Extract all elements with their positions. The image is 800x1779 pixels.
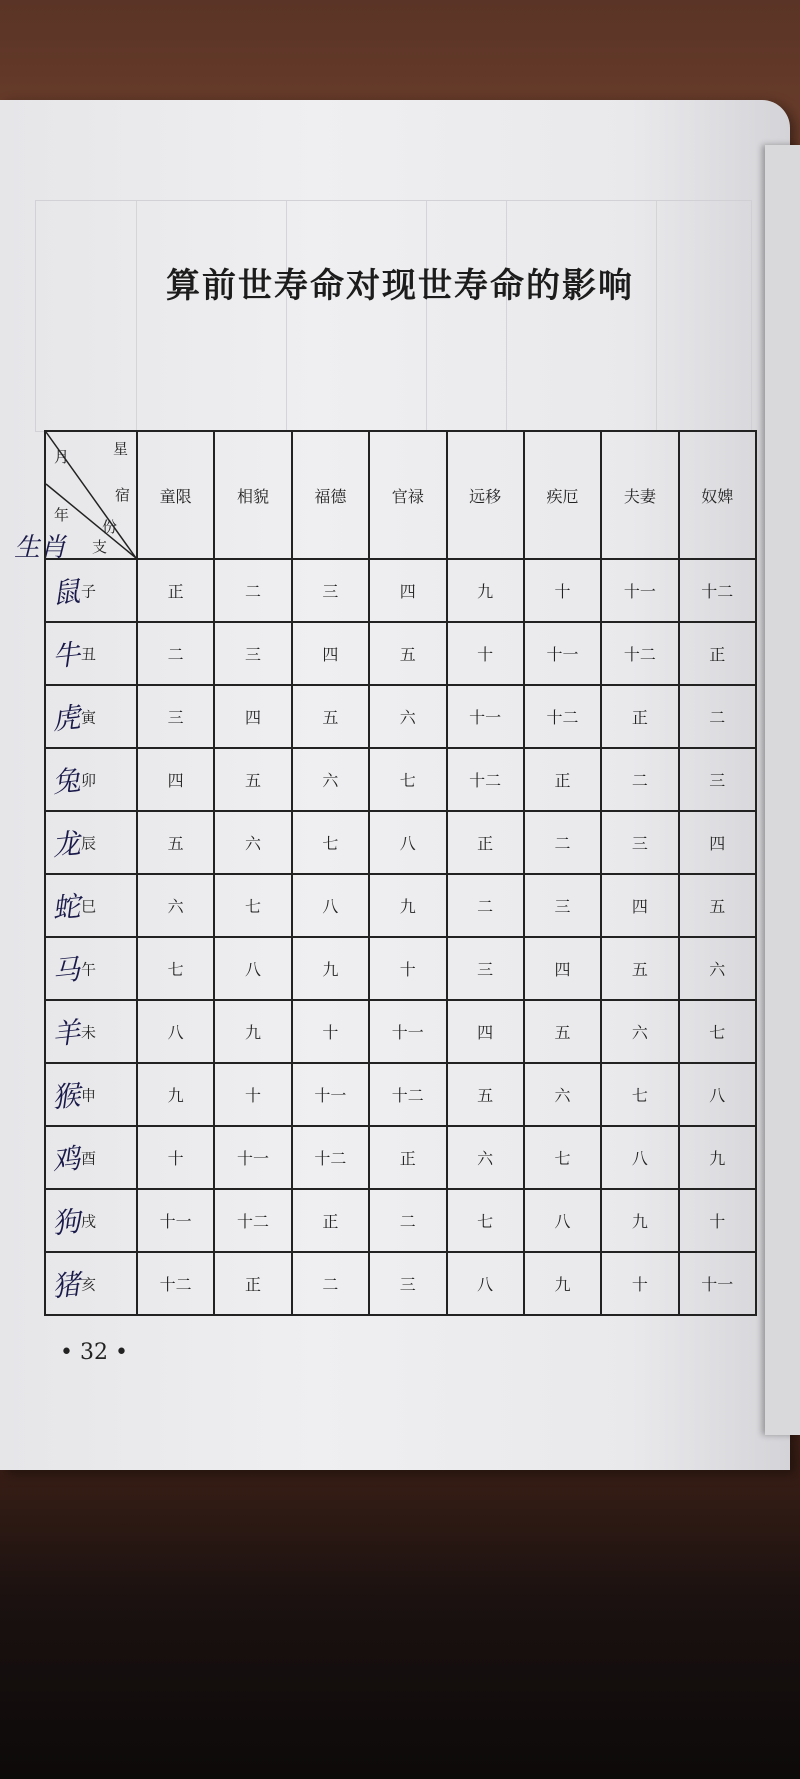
table-cell: 五	[292, 685, 369, 748]
table-cell: 三	[369, 1252, 446, 1315]
table-cell: 七	[524, 1126, 601, 1189]
earthly-branch-label: 申	[80, 1086, 96, 1104]
row-header-cell	[45, 1000, 137, 1063]
table-cell: 四	[137, 748, 214, 811]
earthly-branch-label: 子	[80, 582, 96, 600]
table-cell: 九	[524, 1252, 601, 1315]
table-cell: 十	[214, 1063, 291, 1126]
table-cell: 二	[369, 1189, 446, 1252]
table-cell: 十	[524, 559, 601, 622]
table-row	[45, 622, 756, 685]
row-header-cell	[45, 1063, 137, 1126]
row-header-cell	[45, 1189, 137, 1252]
table-cell: 正	[137, 559, 214, 622]
table-cell: 七	[447, 1189, 524, 1252]
handwritten-zodiac-animal: 蛇	[50, 889, 82, 925]
table-cell: 正	[447, 811, 524, 874]
table-cell: 七	[679, 1000, 756, 1063]
table-row	[45, 811, 756, 874]
table-cell: 二	[601, 748, 678, 811]
col-header-0: 童限	[137, 431, 214, 559]
table-cell: 六	[447, 1126, 524, 1189]
earthly-branch-label: 巳	[80, 897, 96, 915]
earthly-branch-label: 卯	[80, 771, 96, 789]
table-cell: 五	[447, 1063, 524, 1126]
table-cell: 二	[292, 1252, 369, 1315]
table-cell: 十一	[369, 1000, 446, 1063]
corner-label-lodge: 宿	[114, 486, 130, 504]
table-row	[45, 874, 756, 937]
corner-header-cell	[45, 431, 137, 559]
corner-label-star: 星	[112, 440, 128, 458]
table-cell: 八	[679, 1063, 756, 1126]
corner-label-year: 年	[54, 506, 70, 524]
table-cell: 七	[214, 874, 291, 937]
row-header-cell	[45, 748, 137, 811]
row-header-cell	[45, 1252, 137, 1315]
table-cell: 十一	[137, 1189, 214, 1252]
lifespan-table	[44, 430, 757, 1316]
table-cell: 正	[214, 1252, 291, 1315]
row-header-cell	[45, 685, 137, 748]
table-cell: 十二	[679, 559, 756, 622]
table-cell: 三	[524, 874, 601, 937]
table-cell: 六	[369, 685, 446, 748]
table-cell: 正	[369, 1126, 446, 1189]
table-cell: 十	[447, 622, 524, 685]
table-row	[45, 1000, 756, 1063]
table-cell: 十	[137, 1126, 214, 1189]
table-cell: 九	[137, 1063, 214, 1126]
table-cell: 四	[601, 874, 678, 937]
table-cell: 五	[524, 1000, 601, 1063]
table-cell: 三	[447, 937, 524, 1000]
table-cell: 十一	[447, 685, 524, 748]
table-cell: 二	[679, 685, 756, 748]
col-header-7: 奴婢	[679, 431, 756, 559]
table-cell: 五	[214, 748, 291, 811]
col-header-2: 福德	[292, 431, 369, 559]
table-cell: 四	[679, 811, 756, 874]
row-header-cell	[45, 874, 137, 937]
earthly-branch-label: 辰	[80, 834, 96, 852]
table-row	[45, 559, 756, 622]
table-cell: 六	[214, 811, 291, 874]
table-cell: 十	[601, 1252, 678, 1315]
col-header-5: 疾厄	[524, 431, 601, 559]
row-header-cell	[45, 559, 137, 622]
table-cell: 十一	[292, 1063, 369, 1126]
table-cell: 十	[292, 1000, 369, 1063]
table-cell: 正	[679, 622, 756, 685]
table-cell: 五	[601, 937, 678, 1000]
page-number: • 32 •	[60, 1340, 128, 1365]
table-cell: 五	[679, 874, 756, 937]
earthly-branch-label: 未	[80, 1023, 96, 1041]
handwritten-margin-note: 生肖	[14, 533, 67, 563]
table-cell: 四	[292, 622, 369, 685]
row-header-cell	[45, 622, 137, 685]
col-header-3: 官禄	[369, 431, 446, 559]
earthly-branch-label: 酉	[80, 1149, 96, 1167]
earthly-branch-label: 亥	[80, 1275, 96, 1293]
table-cell: 十一	[214, 1126, 291, 1189]
table-cell: 六	[601, 1000, 678, 1063]
table-cell: 二	[137, 622, 214, 685]
table-cell: 七	[601, 1063, 678, 1126]
table-row	[45, 685, 756, 748]
table-cell: 八	[369, 811, 446, 874]
table-cell: 八	[137, 1000, 214, 1063]
table-cell: 正	[292, 1189, 369, 1252]
corner-label-branch: 支	[92, 538, 108, 556]
table-cell: 六	[137, 874, 214, 937]
next-page-edge	[765, 145, 800, 1435]
table-cell: 三	[214, 622, 291, 685]
table-cell: 十一	[524, 622, 601, 685]
table-cell: 六	[292, 748, 369, 811]
handwritten-zodiac-animal: 兔	[50, 763, 82, 799]
table-cell: 二	[214, 559, 291, 622]
table-cell: 五	[369, 622, 446, 685]
table-row	[45, 1063, 756, 1126]
table-cell: 七	[369, 748, 446, 811]
table-cell: 六	[524, 1063, 601, 1126]
table-cell: 四	[369, 559, 446, 622]
handwritten-zodiac-animal: 狗	[50, 1204, 82, 1240]
corner-label-portion: 份	[102, 518, 118, 536]
handwritten-zodiac-animal: 猴	[50, 1078, 82, 1114]
table-cell: 三	[679, 748, 756, 811]
handwritten-zodiac-animal: 牛	[50, 637, 82, 673]
table-cell: 十一	[601, 559, 678, 622]
table-cell: 十二	[292, 1126, 369, 1189]
table-cell: 十二	[214, 1189, 291, 1252]
table-cell: 三	[137, 685, 214, 748]
table-cell: 八	[214, 937, 291, 1000]
table-cell: 正	[524, 748, 601, 811]
table-cell: 二	[524, 811, 601, 874]
table-cell: 七	[137, 937, 214, 1000]
table-row	[45, 748, 756, 811]
table-cell: 八	[292, 874, 369, 937]
table-cell: 五	[137, 811, 214, 874]
table-cell: 六	[679, 937, 756, 1000]
table-cell: 九	[369, 874, 446, 937]
row-header-cell	[45, 811, 137, 874]
table-cell: 七	[292, 811, 369, 874]
col-header-4: 远移	[447, 431, 524, 559]
table-cell: 十二	[601, 622, 678, 685]
handwritten-zodiac-animal: 鼠	[50, 574, 82, 610]
table-cell: 九	[679, 1126, 756, 1189]
page-title: 算前世寿命对现世寿命的影响	[166, 266, 634, 306]
table-cell: 四	[447, 1000, 524, 1063]
earthly-branch-label: 戌	[80, 1212, 96, 1230]
corner-label-month: 月	[54, 448, 70, 466]
handwritten-zodiac-animal: 龙	[50, 826, 82, 862]
table-cell: 十二	[137, 1252, 214, 1315]
table-cell: 八	[601, 1126, 678, 1189]
table-cell: 八	[524, 1189, 601, 1252]
earthly-branch-label: 午	[80, 960, 96, 978]
earthly-branch-label: 丑	[80, 645, 96, 663]
table-row	[45, 937, 756, 1000]
handwritten-zodiac-animal: 马	[50, 952, 82, 988]
table-cell: 十一	[679, 1252, 756, 1315]
table-cell: 九	[447, 559, 524, 622]
table-cell: 九	[601, 1189, 678, 1252]
table-cell: 三	[292, 559, 369, 622]
table-row	[45, 1252, 756, 1315]
show-through-background	[35, 200, 752, 432]
handwritten-zodiac-animal: 虎	[50, 700, 82, 736]
handwritten-zodiac-animal: 羊	[50, 1015, 82, 1051]
col-header-6: 夫妻	[601, 431, 678, 559]
table-cell: 十二	[369, 1063, 446, 1126]
earthly-branch-label: 寅	[80, 708, 96, 726]
table-cell: 四	[214, 685, 291, 748]
table-cell: 九	[214, 1000, 291, 1063]
row-header-cell	[45, 1126, 137, 1189]
table-cell: 八	[447, 1252, 524, 1315]
table-row	[45, 1189, 756, 1252]
handwritten-zodiac-animal: 猪	[50, 1267, 82, 1303]
table-cell: 四	[524, 937, 601, 1000]
table-cell: 十	[369, 937, 446, 1000]
table-cell: 十二	[524, 685, 601, 748]
table-cell: 正	[601, 685, 678, 748]
table-cell: 九	[292, 937, 369, 1000]
table-row	[45, 1126, 756, 1189]
table-cell: 十二	[447, 748, 524, 811]
table-cell: 二	[447, 874, 524, 937]
table-cell: 三	[601, 811, 678, 874]
col-header-1: 相貌	[214, 431, 291, 559]
handwritten-zodiac-animal: 鸡	[50, 1141, 82, 1177]
table-cell: 十	[679, 1189, 756, 1252]
row-header-cell	[45, 937, 137, 1000]
header-row	[45, 431, 756, 559]
